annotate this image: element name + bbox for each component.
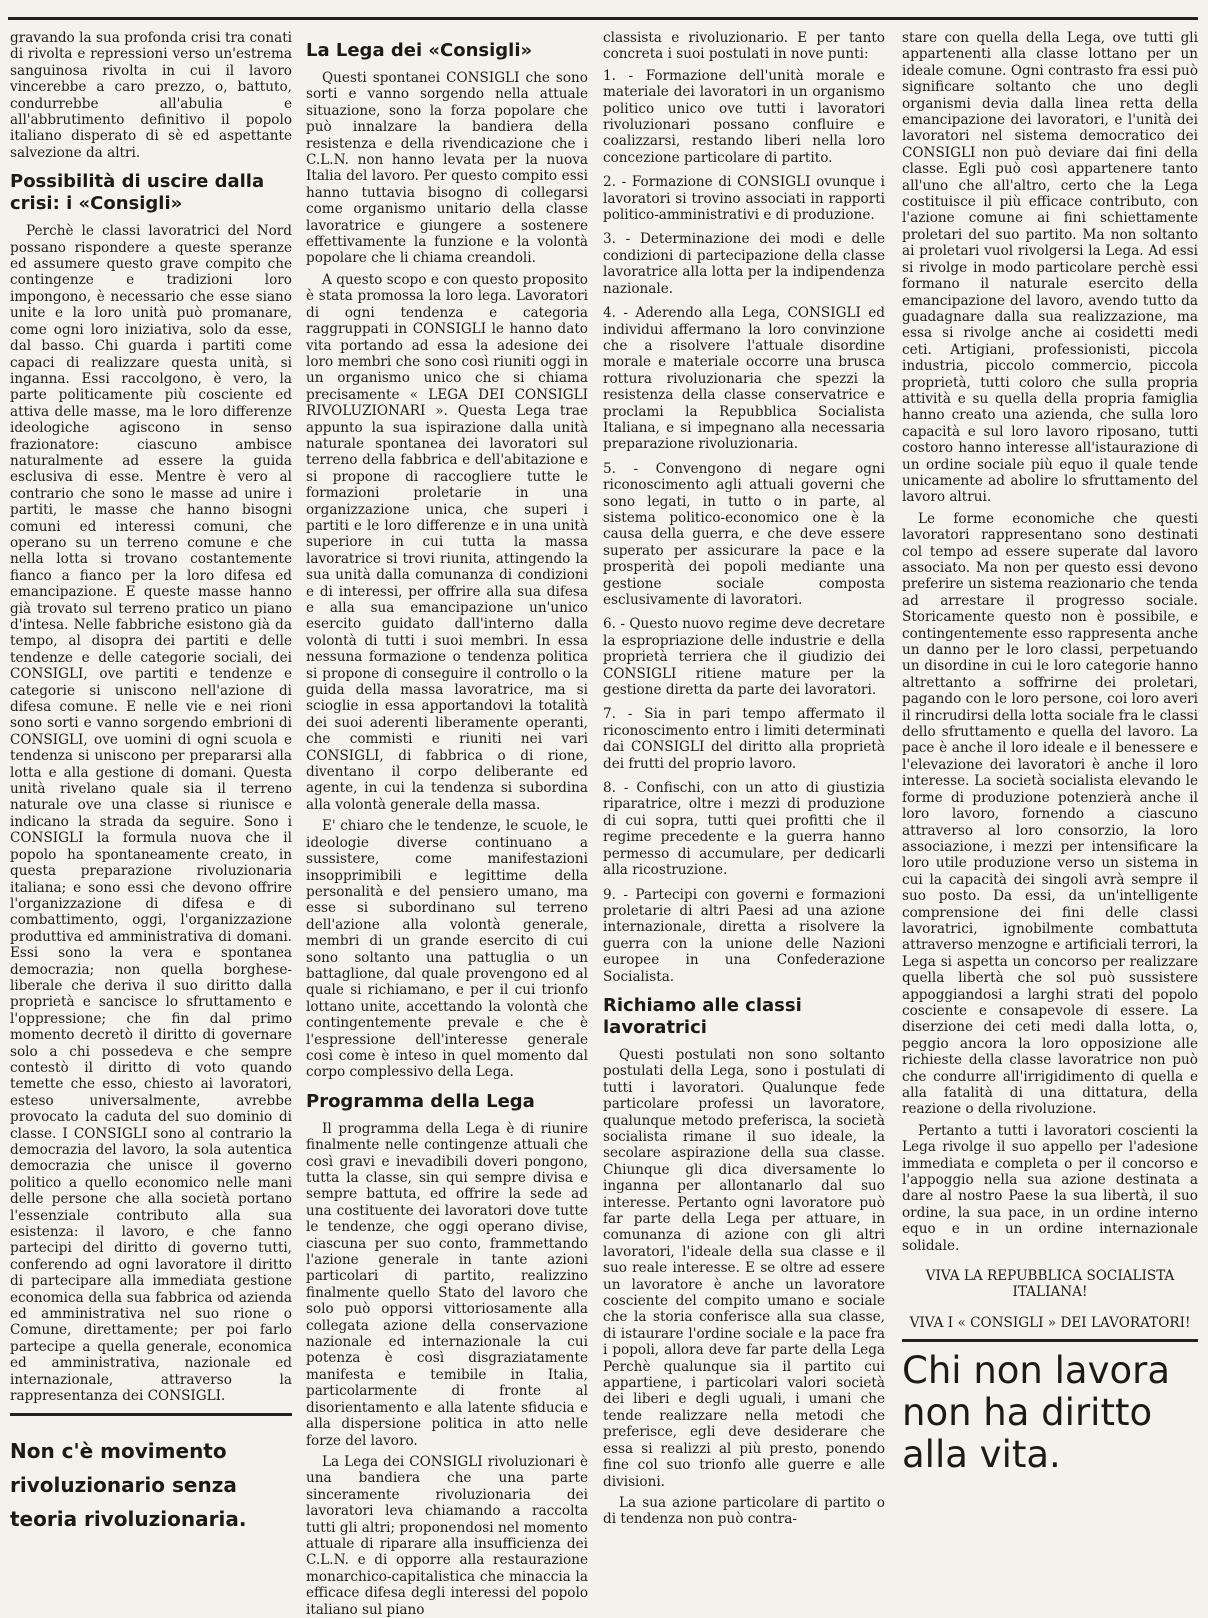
divider [902,1339,1198,1342]
paragraph: Le forme economiche che questi lavoratori rappresentano sono destinati col tempo ad essere superate dal lavoro associato. Ma non per questo essi devono preferire un sistema reazionario che tenda ad arrestare il progresso sociale. Storicamente questo non è possibile, e contingentemente esso rappresenta anche un danno per le loro classi, perpetuando un disordine in cui le loro categorie hanno altrettanto a soffrirne dei proletari, pagando con le loro persone, coi loro averi il rincrudirsi della lotta sociale fra le classi dello sfruttamento e quella del lavoro. La pace è anche il loro ideale e il benessere e l'elevazione dei lavoratori è anche il loro interesse. La società socialista elevando le forme di produzione potenzierà anche il loro lavoro, fornendo a ciascuno attraverso al loro consorzio, la loro associazione, i mezzi per intensificare la loro utile produzione verso un sistema in cui la capacità dei singoli avrà sempre il suo posto. Da essi, da un'intelligente comprensione dei fini delle classi lavoratrici, ignobilmente combattuta attraverso menzogne e artificiali terrori, la Lega si aspetta un concorso per realizzare quella libertà che sol può sussistere appoggiandosi a larghi strati del popolo cosciente e consapevole di essere. La diserzione dei ceti medi dalla lotta, o, peggio ancora la loro opposizione alle richieste della classe lavoratrice non può che condurre all'irrigidimento di quella e alla fatalità di una dittatura, della reazione o della rivoluzione. [902,510,1198,1118]
program-point-6: 6. - Questo nuovo regime deve decretare la espropriazione delle industrie e della proprietà terriera che il giudizio dei CONSIGLI ritiene mature per la gestione diretta da parte dei lavoratori. [603,616,885,699]
slogan-chi-non-lavora: Chi non lavora non ha diritto alla vita. [902,1349,1170,1477]
slogan-viva-consigli: VIVA I « CONSIGLI » DEI LAVORATORI! [909,1314,1191,1331]
section-heading-programma: Programma della Lega [306,1090,535,1112]
paragraph: classista e rivoluzionario. E per tanto concreta i suoi postulati in nove punti: [603,30,885,63]
list-item [603,461,885,609]
paragraph: stare con quella della Lega, ove tutti gli appartenenti alla classe lottano per un ideale comune. Ogni contrasto fra essi può significare soltanto che uno degli organismi devia dalla linea retta della emancipazione dei lavoratori, e l'unità dei lavoratori nel sistema democratico dei CONSIGLI non può deviare dai fini della classe. Egli può così appartenere tanto all'uno che all'altro, certo che la Lega costituisce il più efficace contributo, con l'azione comune ai fini schiettamente proletari del suo partito. Ma non soltanto ai proletari vuol rivolgersi la Lega. Ad essi si rivolge in modo particolare perchè essi formano il naturale esercito della emancipazione del lavoro, avendo tutto da guadagnare dalla sua realizzazione, ma essa si rivolge anche ai cosidetti medi ceti. Artigiani, professionisti, piccola industria, piccolo commercio, piccola proprietà, tutti coloro che sulla propria attività e su quella della propria famiglia hanno creato una azienda, che sulla loro capacità e sul loro lavoro riposano, tutti costoro hanno interesse all'istaurazione di un ordine sociale più equo il quale tende unicamente ad abolire lo sfruttamento del lavoro altrui. [902,30,1198,506]
paragraph: Questi spontanei CONSIGLI che sono sorti e vanno sorgendo nella attuale situazione, sono la forza popolare che può innalzare la bandiera della resistenza e della rivendicazione che i C.L.N. non hanno levata per la nuova Italia del lavoro. Per questo compito essi hanno tuttavia bisogno di collegarsi come organismo unitario della classe lavoratrice e giungere a sostenere effettivamente la funzione e la volontà popolare che li chiama creandoli. [306,70,588,267]
paragraph: E' chiaro che le tendenze, le scuole, le ideologie diverse continuano a sussistere, come manifestazioni insopprimibili e legittime della personalità e del pensiero umano, ma esse si subordinano sul terreno dell'azione alla volontà generale, membri di un grande esercito di cui sono soltanto una pattuglia o un battaglione, dal quale provengono ed al quale si richiamano, e per il cui trionfo lottano unite, accettando la volontà che contingentemente prevale e che è l'espressione dell'interesse generale così come è inteso in quel momento dal corpo complessivo della Lega. [306,818,588,1081]
paragraph: gravando la sua profonda crisi tra conati di rivolta e repressioni verso un'estrema sanguinosa rivolta in cui il lavoro vincerebbe a caro prezzo, o, battuto, condurrebbe all'abulia e all'abbrutimento definitivo il popolo italiano disperato di sè ed aspettante salvezione da altri. [10,30,292,161]
list-item [603,305,885,453]
list-item [603,174,885,223]
list-item [603,231,885,297]
slogan-viva-repubblica: VIVA LA REPUBBLICA SOCIALISTA ITALIANA! [925,1268,1175,1301]
paragraph: Questi postulati non sono soltanto postulati della Lega, sono i postulati di tutti i lavoratori. Qualunque fede particolare professi un lavoratore, qualunque metodo preferisca, la società socialista rimane il suo ideale, la secolare aspirazione della sua classe. Chiunque gli dica diversamente lo inganna per allontanarlo dal suo interesse. Pertanto ogni lavoratore può far parte della Lega per attuare, in comunanza di azione con gli altri lavoratori, l'ideale della sua classe e il suo reale interesse. E se oltre ad essere un lavoratore è anche un lavoratore cosciente del compito umano e sociale che la storia conferisce alla sua classe, di istaurare l'ordine sociale e la pace fra i popoli, allora deve far parte della Lega Perchè qualunque sia il partito cui appartiene, i particolari valori società dei liberi e degli uguali, i umani che tende realizzare nella metodi che preferisce, egli deve desiderare che essa si realizzi al più presto, ponendo fine col suo trionfo alle guerre e alle divisioni. [603,1046,885,1490]
list-item [603,68,885,166]
slogan-teoria: Non c'è movimento rivoluzionario senza teoria rivoluzionaria. [10,1438,247,1531]
paragraph: A questo scopo e con questo proposito è stata promossa la loro lega. Lavoratori di ogni tendenza e categoria raggruppati in CONSIGLI le hanno dato vita portando ad essa la adesione dei loro membri che sono così riuniti oggi in un organismo unico che si chiama precisamente « LEGA DEI CONSIGLI RIVOLUZIONARI ». Questa Lega trae appunto la sua ispirazione dalla unità naturale spontanea dei lavoratori sul terreno della fabbrica e dell'abitazione e si propone di raccogliere tutte le formazioni proletarie in una organizzazione unica, che superi i partiti e le loro differenze e in una unità superiore in cui tutta la massa lavoratrice si trovi riunita, attingendo la sua unità dalla comunanza di condizioni e di interessi, per offrire alla sua difesa e alla sua emancipazione un'unico esercito guidato dall'interno dalla volontà di tutti i suoi membri. In essa nessuna formazione o tendenza politica si propone di conseguire il controllo o la guida della massa lavoratrice, ma si scioglie in essa apportandovi la totalità dei suoi aderenti liberamente operanti, che commisti e riuniti nei vari CONSIGLI, di fabbrica o di rione, diventano il corpo deliberante ed agente, in cui la tendenza si subordina alla volontà generale della massa. [306,271,588,813]
column-1 [10,30,292,1605]
column-3 [603,30,885,1605]
paragraph: Il programma della Lega è di riunire finalmente nelle contingenze attuali che così gravi e inevadibili doveri pongono, tutta la classe, sin qui sempre divisa e sempre battuta, ed offrire la sede ad una costituente dei lavoratori dove tutte le tendenze, che oggi operano divise, ciascuna per suo conto, frammettando l'azione generale in tante azioni particolari di partito, realizzino finalmente quello Stato del lavoro che solo può opporsi vittoriosamente alla collegata azione della conservazione nazionale ed internazionale la cui potenza è così disgraziatamente manifesta e temibile in Italia, particolarmente di fronte al disorientamento e alla latente sfiducia e alla dispersione politica in atto nelle forze del lavoro. [306,1120,588,1449]
program-point-4: 4. - Aderendo alla Lega, CONSIGLI ed individui affermano la loro convinzione che a risolvere l'attuale disordine morale e materiale occorre una brusca rottura rivoluzionaria che spezzi la resistenza della classe conservatrice e proclami la Repubblica Socialista Italiana, e si impegnano alla necessaria preparazione rivoluzionaria. [603,305,885,453]
list-item [603,616,885,698]
list-item [603,780,885,878]
list-item [603,706,885,772]
paragraph: La Lega dei CONSIGLI rivoluzionari è una bandiera che una parte sinceramente rivoluzionaria dei lavoratori leva chiamando a raccolta tutti gli altri; proponendosi nel momento attuale di riparare alla insufficienza dei C.L.N. e di opporre alla restaurazione monarchico-capitalistica che minaccia la efficace difesa degli interessi del popolo italiano sul piano [306,1453,588,1618]
section-heading-richiamo: Richiamo alle classi lavoratrici [603,994,802,1038]
paragraph: Perchè le classi lavoratrici del Nord possano rispondere a queste speranze ed assumere questo grave compito che contingenze e tradizioni loro impongono, è necessario che esse siano unite e la loro unità può promanare, come ogni loro iniziativa, solo da esse, dal basso. Chi guarda i partiti come capaci di realizzare questa unità, si inganna. Essi raccolgono, è vero, la parte politicamente più cosciente ed attiva delle masse, ma le loro differenze ideologiche agiscono in senso frazionatore: ciascuno ambisce naturalmente ad essere la guida esclusiva di esse. Mentre è vero al contrario che sono le masse ad unire i partiti, le masse che hanno bisogni comuni ed interessi comuni, che operano su un terreno comune e che nella lotta si trovano costantemente fianco a fianco per la loro difesa ed emancipazione. E queste masse hanno già trovato sul terreno pratico un piano d'intesa. Nelle fabbriche esistono già da tempo, al disopra dei partiti e delle tendenze e delle categorie sociali, dei CONSIGLI, ove partiti e tendenze e categorie si uniscono nell'azione di difesa comune. E nelle vie e nei rioni sono sorti e vanno sorgendo embrioni di CONSIGLI, ove uomini di ogni scuola e tendenza si uniscono per prepararsi alla lotta e alla gestione di domani. Questa unità rivelano quale sia il terreno naturale ove una classe si riunisce e indicano la strada da seguire. Sono i CONSIGLI la formula nuova che il popolo ha spontaneamente creato, in questa preparazione rivoluzionaria italiana; e sono essi che devono offrire l'organizzazione di difesa e di combattimento, oggi, l'organizzazione produttiva ed amministrativa di domani. Essi sono la vera e spontanea democrazia; non quella borghese-liberale che deriva il suo diritto dalla proprietà e sancisce lo sfruttamento e l'oppressione; che fin dal primo momento decretò il diritto di governare solo a chi possedeva e che sempre contestò il diritto di voto quando temette che esso, chiesto ai lavoratori, esteso universalmente, avrebbe provocato la caduta del suo dominio di classe. I CONSIGLI sono al contrario la democrazia del lavoro, la sola autentica democrazia che unisce il governo politico a quello economico nelle mani delle persone che alla società portano l'essenziale contributo alla sua esistenza: il lavoro, e che fanno partecipi del diritto di governo tutti, conferendo ad ogni lavoratore il diritto di partecipare alla immediata gestione economica della sua fabbrica od azienda ed amministrativa nel suo rione o Comune, direttamente; per poi farlo partecipe a quella generale, economica ed amministrativa, nazionale ed internazionale, attraverso la rappresentanza dei CONSIGLI. [10,223,292,1405]
list-item [603,887,885,985]
paragraph: Pertanto a tutti i lavoratori coscienti la Lega rivolge il suo appello per l'adesione immediata e completa o per il concorso e l'appoggio nella sua azione destinata a dare al nostro Paese la sua libertà, il suo ordine, la sua pace, in un ordine interno equo e in un ordine internazionale solidale. [902,1122,1198,1254]
program-point-3: 3. - Determinazione dei modi e delle condizioni di partecipazione della classe lavoratrice alla lotta per la indipendenza nazionale. [603,231,885,297]
column-2 [306,30,588,1618]
top-rule [8,17,1198,20]
paragraph: La sua azione particolare di partito o di tendenza non può contra- [603,1494,885,1528]
program-point-2: 2. - Formazione di CONSIGLI ovunque i lavoratori si trovino associati in rapporti politico-amministrativi e di produzione. [603,174,885,224]
divider [10,1413,292,1416]
program-point-9: 9. - Partecipi con governi e formazioni proletarie di altri Paesi ad una azione internazionale, diretta a risolvere la guerra con la unione delle Nazioni europee in una Confederazione Socialista. [603,886,885,985]
program-point-5: 5. - Convengono di negare ogni riconoscimento agli attuali governi che sono legati, in tutto o in parte, al sistema politico-economico one è la causa della guerra, e che deve essere superato per assicurare la pace e la prosperità dei popoli mediante una gestione sociale composta esclusivamente di lavoratori. [603,460,885,608]
section-heading-crisi: Possibilità di uscire dalla crisi: i «Consigli» [10,171,265,215]
section-heading-lega: La Lega dei «Consigli» [306,40,533,61]
program-point-7: 7. - Sia in pari tempo affermato il riconoscimento entro i limiti determinati dai CONSIGLI del diritto alla proprietà dei frutti del proprio lavoro. [603,706,885,772]
program-point-8: 8. - Confischi, con un atto di giustizia riparatrice, oltre i mezzi di produzione di cui sopra, tutti quei profitti che il regime precedente e la guerra hanno permesso di accumulare, per dedicarli alla ricostruzione. [603,780,885,879]
program-point-1: 1. - Formazione dell'unità morale e materiale dei lavoratori in un organismo politico unico ove tutti i lavoratori rivoluzionari possano confluire e coalizzarsi, restando liberi nella loro concezione particolare di partito. [603,67,885,166]
column-4 [902,30,1198,1605]
